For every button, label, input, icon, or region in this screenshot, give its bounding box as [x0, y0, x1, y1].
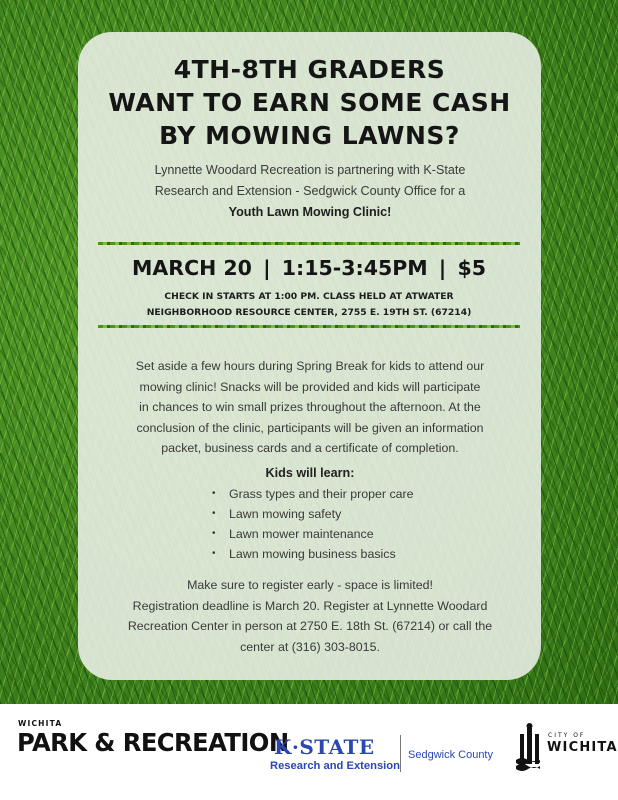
event-separator: | — [438, 256, 447, 280]
event-price: $5 — [457, 256, 486, 280]
list-item-label: Grass types and their proper care — [229, 487, 414, 501]
checkin-info — [98, 289, 520, 320]
list-item — [212, 524, 512, 544]
registration-line: center at (316) 303-8015. — [240, 639, 380, 654]
city-of-label: CITY OF — [548, 732, 586, 739]
intro-line-2: Research and Extension - Sedgwick County Office for a — [154, 184, 466, 198]
bullet-icon: • — [212, 548, 216, 559]
bullet-icon: • — [212, 488, 216, 499]
grass-divider-top — [98, 242, 520, 245]
bullet-icon: • — [212, 508, 216, 519]
registration-line: Registration deadline is March 20. Register at Lynnette Woodard — [132, 598, 488, 613]
list-item — [212, 504, 512, 524]
list-item-label: Lawn mower maintenance — [229, 527, 374, 541]
headline-line-1: 4TH-8TH GRADERS — [173, 55, 446, 84]
registration-line: Make sure to register early - space is limited! — [187, 578, 433, 592]
description-line: packet, business cards and a certificate of completion. — [161, 441, 459, 455]
bullet-icon: • — [212, 528, 216, 539]
event-separator: | — [263, 256, 271, 280]
headline-line-2: WANT TO EARN SOME CASH — [108, 88, 511, 117]
description-line: in chances to win small prizes throughout the afternoon. At the — [139, 400, 481, 414]
list-item — [212, 544, 512, 564]
list-item-label: Lawn mowing business basics — [229, 547, 396, 561]
event-time: 1:15-3:45PM — [281, 256, 428, 280]
wichita-wordmark: WICHITA — [547, 740, 618, 755]
checkin-line-2: NEIGHBORHOOD RESOURCE CENTER, 2755 E. 19TH ST. (67214) — [146, 306, 472, 318]
intro-text — [100, 160, 520, 223]
learn-list — [212, 484, 512, 564]
description-line: Set aside a few hours during Spring Break for kids to attend our — [135, 359, 485, 373]
sedgwick-county-label: Sedgwick County — [408, 749, 493, 761]
registration-line: Recreation Center in person at 2750 E. 18th St. (67214) or call the — [127, 619, 493, 633]
intro-clinic-name: Youth Lawn Mowing Clinic! — [228, 205, 392, 219]
park-rec-logo-top: WICHITA — [18, 719, 63, 728]
description-line: mowing clinic! Snacks will be provided and kids will participate — [139, 379, 481, 394]
intro-line-1: Lynnette Woodard Recreation is partnering with K-State — [154, 163, 466, 177]
event-details — [98, 254, 520, 282]
description-line: conclusion of the clinic, participants will be given an information — [136, 420, 484, 435]
list-item — [212, 484, 512, 504]
description-text — [100, 356, 520, 459]
park-rec-logo: PARK & RECREATION — [17, 728, 289, 757]
kstate-subtitle: Research and Extension — [270, 760, 400, 772]
event-date: MARCH 20 — [132, 256, 252, 280]
learn-heading: Kids will learn: — [265, 466, 355, 480]
checkin-line-1: CHECK IN STARTS AT 1:00 PM. CLASS HELD AT ATWATER — [164, 291, 454, 302]
grass-divider-bottom — [98, 325, 520, 328]
kstate-logo: K·STATE — [274, 735, 375, 759]
logo-divider — [400, 735, 401, 772]
flyer-headline — [78, 53, 541, 152]
list-item-label: Lawn mowing safety — [229, 507, 342, 521]
headline-line-3: BY MOWING LAWNS? — [159, 121, 460, 150]
registration-text — [100, 575, 520, 657]
